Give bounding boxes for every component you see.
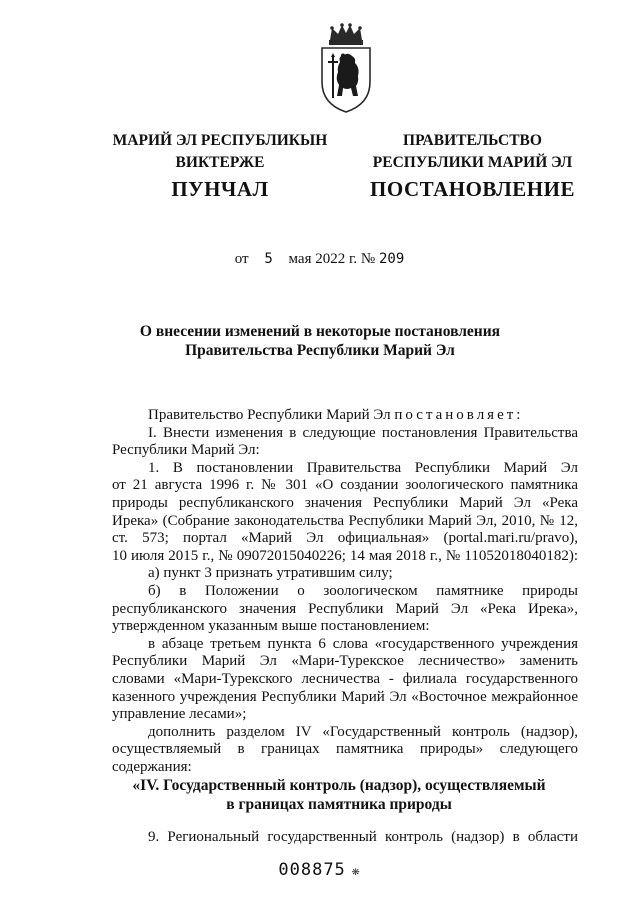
document-title-line-2: Правительства Республики Марий Эл <box>185 342 455 359</box>
header-right-doc-type: ПОСТАНОВЛЕНИЕ <box>370 177 575 201</box>
body-line: ст. 573; портал «Марий Эл официальная» (portal.mari.ru/pravo), <box>112 530 578 547</box>
preamble-decision: постановляет: <box>394 407 524 423</box>
body-line: б) в Положении о зоологическом памятнике природы <box>148 582 578 599</box>
body-line: Республики Марий Эл «Мари-Турекское лесничество» заменить <box>112 653 578 670</box>
body-line: осуществляемый в границах памятника природы» следующего <box>112 741 578 758</box>
body-line: содержания: <box>112 758 192 775</box>
body-line: словами «Мари-Турекского лесничества - филиала государственного <box>112 670 578 687</box>
body-line: Республики Марий Эл: <box>112 442 260 459</box>
body-line: 10 июля 2015 г., № 09072015040226; 14 мая 2018 г., № 11052018040182): <box>112 547 578 564</box>
header-right-line-2: РЕСПУБЛИКИ МАРИЙ ЭЛ <box>372 154 573 171</box>
header-left-line-1: МАРИЙ ЭЛ РЕСПУБЛИКЫН <box>112 132 328 149</box>
body-line: в абзаце третьем пункта 6 слова «государственного учреждения <box>148 635 578 652</box>
body-line: Ирека» (Собрание законодательства Республики Марий Эл, 2010, № 12, <box>112 512 578 529</box>
body-line: 1. В постановлении Правительства Республики Марий Эл <box>148 459 578 476</box>
date-month-year: мая 2022 г. № <box>288 251 376 267</box>
preamble-text: Правительство Республики Марий Эл <box>148 407 391 423</box>
body-line: а) пункт 3 признать утратившим силу; <box>148 565 393 582</box>
header-left-line-2: ВИКТЕРЖЕ <box>175 154 265 171</box>
body-line: I. Внести изменения в следующие постановления Правительства <box>148 424 578 441</box>
ornament-icon: ❋ <box>351 864 361 879</box>
body-line: дополнить разделом IV «Государственный контроль (надзор), <box>148 723 578 740</box>
body-line: казенного учреждения Республики Марий Эл «Восточное межрайонное <box>112 688 578 705</box>
section-heading-line-1: «IV. Государственный контроль (надзор), осуществляемый <box>132 777 546 794</box>
body-continuation <box>112 829 578 847</box>
body-line: 9. Региональный государственный контроль (надзор) в области <box>148 829 578 845</box>
body-line: природы республиканского значения Республики Марий Эл «Река <box>112 494 578 511</box>
body-line: утвержденном указанным выше постановлением: <box>112 618 430 635</box>
body-line: республиканского значения Республики Марий Эл «Река Ирека», <box>112 600 578 617</box>
body-line: управление лесами»; <box>112 706 247 723</box>
date-day: 5 <box>264 251 273 267</box>
date-line <box>0 251 639 268</box>
body-line: от 21 августа 1996 г. № 301 «О создании зоологического памятника <box>112 477 578 494</box>
serial-number <box>0 860 639 880</box>
preamble <box>112 407 578 425</box>
document-body <box>112 407 578 776</box>
header-left-doc-type: ПУНЧАЛ <box>171 177 269 201</box>
header-right-line-1: ПРАВИТЕЛЬСТВО <box>403 132 542 149</box>
serial-number-value: 008875 <box>278 860 346 880</box>
date-prefix: от <box>234 251 249 267</box>
document-number: 209 <box>378 251 405 267</box>
coat-of-arms-emblem <box>318 22 374 114</box>
section-heading-line-2: в границах памятника природы <box>226 796 452 813</box>
document-title-line-1: О внесении изменений в некоторые постановления <box>139 323 501 340</box>
